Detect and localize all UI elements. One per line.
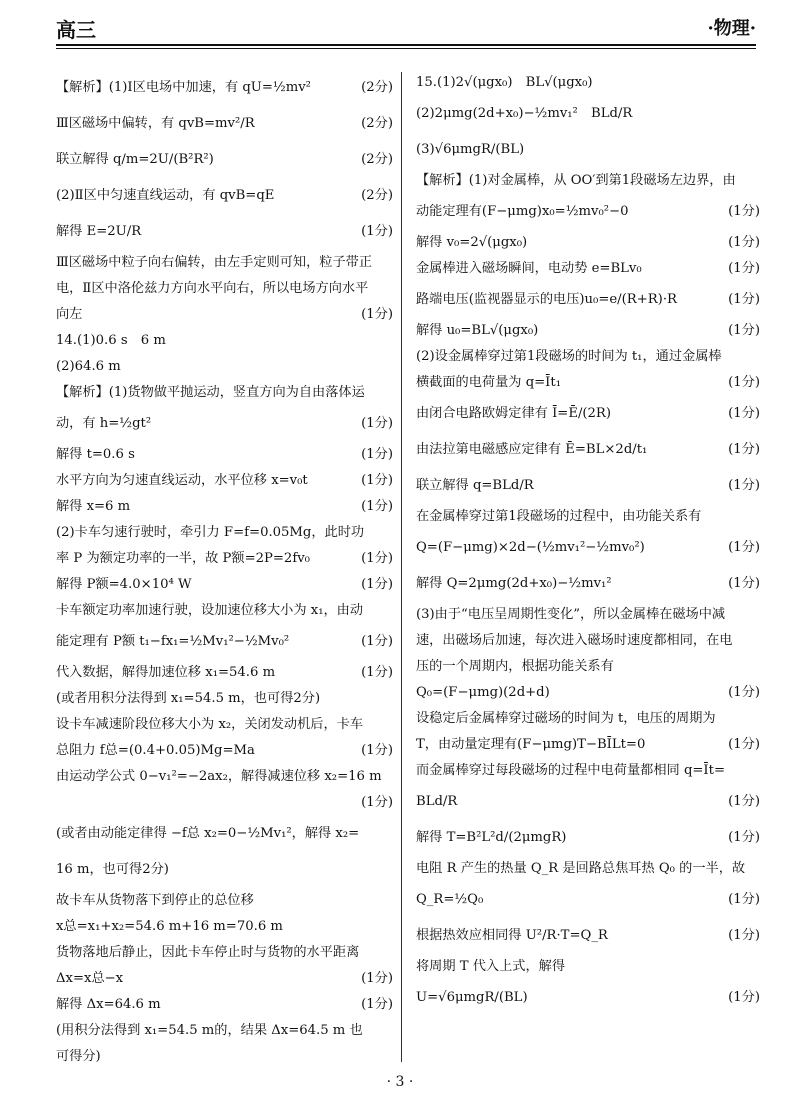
- solution-line: [416, 602, 760, 628]
- solution-text: 14.(1)0.6 s 6 m: [56, 333, 166, 348]
- solution-text: (2)64.6 m: [56, 359, 121, 374]
- score-label: (1分): [728, 892, 760, 907]
- solution-text: 卡车额定功率加速行驶，设加速位移大小为 x₁，由动: [56, 603, 364, 618]
- subject-label: ·物理·: [707, 18, 756, 39]
- solution-line: [416, 918, 760, 954]
- solution-line: [416, 882, 760, 918]
- page-header: [56, 12, 756, 42]
- score-label: (1分): [728, 323, 760, 338]
- solution-line: [56, 888, 393, 914]
- header-rule: [56, 44, 756, 46]
- solution-text: 横截面的电荷量为 q=Īt₁: [416, 375, 561, 390]
- solution-text: 故卡车从货物落下到停止的总位移: [56, 893, 254, 908]
- solution-line: [56, 178, 393, 214]
- solution-line: [56, 214, 393, 250]
- solution-text: 设稳定后金属棒穿过磁场的时间为 t，电压的周期为: [416, 711, 716, 726]
- solution-text: (用积分法得到 x₁=54.5 m的，结果 Δx=64.5 m 也: [56, 1023, 363, 1038]
- solution-text: 【解析】(1)对金属棒，从 OO′到第1段磁场左边界，由: [416, 173, 736, 188]
- score-label: (2分): [361, 152, 393, 167]
- score-label: (2分): [361, 80, 393, 95]
- solution-line: [56, 738, 393, 764]
- solution-text: (或者用积分法得到 x₁=54.5 m，也可得2分): [56, 691, 321, 706]
- solution-text: x总=x₁+x₂=54.6 m+16 m=70.6 m: [56, 919, 283, 934]
- solution-line: [416, 680, 760, 706]
- score-label: (1分): [728, 204, 760, 219]
- solution-line: [416, 194, 760, 230]
- solution-line: [56, 598, 393, 624]
- solution-line: [416, 504, 760, 530]
- solution-text: 解得 T=B²L²d/(2μmgR): [416, 830, 567, 845]
- solution-line: [416, 654, 760, 680]
- solution-text: 【解析】(1)货物做平抛运动，竖直方向为自由落体运: [56, 385, 365, 400]
- solution-line: [416, 954, 760, 980]
- solution-text: 解得 t=0.6 s: [56, 447, 135, 462]
- page-number: · 3 ·: [386, 1074, 414, 1090]
- score-label: (1分): [728, 442, 760, 457]
- solution-text: 总阻力 f总=(0.4+0.05)Mg=Ma: [56, 743, 255, 758]
- solution-text: 解得 Q=2μmg(2d+x₀)−½mv₁²: [416, 576, 612, 591]
- solution-text: 而金属棒穿过每段磁场的过程中电荷量都相同 q=Īt=: [416, 763, 725, 778]
- score-label: (1分): [728, 685, 760, 700]
- solution-text: 由运动学公式 0−v₁²=−2ax₂，解得减速位移 x₂=16 m: [56, 769, 382, 784]
- solution-text: 水平方向为匀速直线运动，水平位移 x=v₀t: [56, 473, 308, 488]
- solution-line: [416, 784, 760, 820]
- solution-line: [56, 276, 393, 302]
- solution-text: (2)Ⅱ区中匀速直线运动，有 qvB=qE: [56, 188, 275, 203]
- solution-line: [56, 142, 393, 178]
- score-label: (1分): [361, 551, 393, 566]
- solution-text: 路端电压(监视器显示的电压)u₀=e/(R+R)·R: [416, 292, 677, 307]
- solution-text: 解得 P额=4.0×10⁴ W: [56, 577, 192, 592]
- solution-line: [416, 566, 760, 602]
- solution-text: 联立解得 q/m=2U/(B²R²): [56, 152, 214, 167]
- solution-line: [56, 914, 393, 940]
- solution-line: [416, 820, 760, 856]
- solution-text: U=√6μmgR/(BL): [416, 990, 528, 1005]
- solution-line: [416, 168, 760, 194]
- solution-text: 解得 Δx=64.6 m: [56, 997, 161, 1012]
- solution-line: [56, 520, 393, 546]
- solution-text: Q=(F−μmg)×2d−(½mv₁²−½mv₀²): [416, 540, 645, 555]
- score-label: (1分): [361, 997, 393, 1012]
- solution-text: 动，有 h=½gt²: [56, 416, 152, 431]
- solution-line: [56, 816, 393, 852]
- solution-text: 代入数据，解得加速位移 x₁=54.6 m: [56, 665, 276, 680]
- score-label: (1分): [728, 261, 760, 276]
- solution-text: BLd/R: [416, 794, 458, 809]
- solution-line: [56, 70, 393, 106]
- solution-line: [416, 230, 760, 256]
- score-label: (1分): [361, 499, 393, 514]
- solution-line: [416, 96, 760, 132]
- score-label: (2分): [361, 116, 393, 131]
- solution-line: [416, 758, 760, 784]
- solution-text: Q_R=½Q₀: [416, 892, 484, 907]
- solution-text: Q₀=(F−μmg)(2d+d): [416, 685, 550, 700]
- solution-line: [416, 318, 760, 344]
- solution-text: 解得 E=2U/R: [56, 224, 142, 239]
- solution-line: [416, 132, 760, 168]
- column-divider: [401, 72, 402, 1062]
- score-label: (1分): [728, 576, 760, 591]
- solution-text: 设卡车减速阶段位移大小为 x₂，关闭发动机后，卡车: [56, 717, 364, 732]
- solution-line: [56, 302, 393, 328]
- score-label: (1分): [728, 478, 760, 493]
- solution-line: [56, 712, 393, 738]
- solution-line: [56, 624, 393, 660]
- solution-text: 联立解得 q=BLd/R: [416, 478, 534, 493]
- solution-line: [416, 370, 760, 396]
- solution-line: [56, 1018, 393, 1044]
- solution-text: 压的一个周期内，根据功能关系有: [416, 659, 614, 674]
- solution-line: [56, 494, 393, 520]
- solution-text: 电，Ⅱ区中洛伦兹力方向水平向右，所以电场方向水平: [56, 281, 369, 296]
- left-column: [56, 70, 393, 1070]
- score-label: (1分): [728, 292, 760, 307]
- solution-text: 由闭合电路欧姆定律有 Ī=Ē/(2R): [416, 406, 612, 421]
- score-label: (1分): [361, 447, 393, 462]
- solution-text: 货物落地后静止，因此卡车停止时与货物的水平距离: [56, 945, 360, 960]
- solution-text: 将周期 T 代入上式，解得: [416, 959, 566, 974]
- solution-text: 16 m，也可得2分): [56, 862, 169, 877]
- score-label: (1分): [361, 416, 393, 431]
- score-label: (1分): [361, 224, 393, 239]
- solution-line: [56, 852, 393, 888]
- score-label: (1分): [728, 375, 760, 390]
- solution-text: 根据热效应相同得 U²/R·T=Q_R: [416, 928, 608, 943]
- solution-line: [56, 940, 393, 966]
- solution-line: [56, 546, 393, 572]
- solution-text: 【解析】(1)Ⅰ区电场中加速，有 qU=½mv²: [56, 80, 311, 95]
- solution-line: [416, 282, 760, 318]
- score-label: (1分): [361, 307, 393, 322]
- solution-line: [416, 344, 760, 370]
- solution-text: 金属棒进入磁场瞬间，电动势 e=BLv₀: [416, 261, 642, 276]
- solution-text: (2)卡车匀速行驶时，牵引力 F=f=0.05Mg，此时功: [56, 525, 365, 540]
- grade-label: 高三: [56, 18, 96, 42]
- solution-line: [56, 354, 393, 380]
- solution-text: (或者由动能定律得 −f总 x₂=0−½Mv₁²，解得 x₂=: [56, 826, 360, 841]
- solution-line: [56, 966, 393, 992]
- score-label: (1分): [361, 795, 393, 810]
- solution-text: 解得 v₀=2√(μgx₀): [416, 235, 528, 250]
- solution-text: 电阻 R 产生的热量 Q_R 是回路总焦耳热 Q₀ 的一半，故: [416, 861, 746, 876]
- solution-line: [416, 980, 760, 1016]
- solution-line: [56, 406, 393, 442]
- score-label: (1分): [728, 406, 760, 421]
- solution-line: [416, 628, 760, 654]
- right-column: [416, 70, 760, 1016]
- solution-line: [56, 992, 393, 1018]
- score-label: (2分): [361, 188, 393, 203]
- solution-line: [56, 686, 393, 712]
- solution-text: 可得分): [56, 1049, 101, 1064]
- score-label: (1分): [728, 928, 760, 943]
- solution-line: [416, 856, 760, 882]
- score-label: (1分): [728, 990, 760, 1005]
- score-label: (1分): [728, 794, 760, 809]
- solution-text: Ⅲ区磁场中粒子向右偏转，由左手定则可知，粒子带正: [56, 255, 373, 270]
- solution-text: T，由动量定理有(F−μmg)T−BĪLt=0: [416, 737, 646, 752]
- score-label: (1分): [361, 971, 393, 986]
- score-label: (1分): [361, 665, 393, 680]
- solution-line: [56, 106, 393, 142]
- solution-line: [416, 706, 760, 732]
- solution-line: [56, 572, 393, 598]
- solution-line: [56, 764, 393, 790]
- solution-line: [56, 442, 393, 468]
- solution-text: 解得 u₀=BL√(μgx₀): [416, 323, 539, 338]
- solution-text: 动能定理有(F−μmg)x₀=½mv₀²−0: [416, 204, 629, 219]
- solution-text: 速，出磁场后加速，每次进入磁场时速度都相同，在电: [416, 633, 733, 648]
- score-label: (1分): [361, 743, 393, 758]
- solution-text: 15.(1)2√(μgx₀) BL√(μgx₀): [416, 75, 593, 90]
- score-label: (1分): [361, 634, 393, 649]
- solution-text: Ⅲ区磁场中偏转，有 qvB=mv²/R: [56, 116, 255, 131]
- solution-text: 能定理有 P额 t₁−fx₁=½Mv₁²−½Mv₀²: [56, 634, 290, 649]
- header-rule-thin: [56, 48, 756, 49]
- solution-line: [56, 1044, 393, 1070]
- solution-line: [416, 468, 760, 504]
- score-label: (1分): [728, 830, 760, 845]
- solution-text: 在金属棒穿过第1段磁场的过程中，由功能关系有: [416, 509, 702, 524]
- solution-line: [56, 328, 393, 354]
- solution-text: 率 P 为额定功率的一半，故 P额=2P=2fv₀: [56, 551, 310, 566]
- solution-text: (3)由于“电压呈周期性变化”，所以金属棒在磁场中减: [416, 607, 726, 622]
- solution-line: [56, 380, 393, 406]
- solution-line: [416, 256, 760, 282]
- score-label: (1分): [728, 540, 760, 555]
- solution-text: (2)设金属棒穿过第1段磁场的时间为 t₁，通过金属棒: [416, 349, 722, 364]
- solution-line: [56, 660, 393, 686]
- solution-text: 解得 x=6 m: [56, 499, 131, 514]
- solution-line: [416, 432, 760, 468]
- solution-line: [56, 790, 393, 816]
- score-label: (1分): [361, 577, 393, 592]
- solution-line: [416, 396, 760, 432]
- score-label: (1分): [728, 235, 760, 250]
- solution-text: Δx=x总−x: [56, 971, 124, 986]
- solution-line: [416, 732, 760, 758]
- solution-text: 向左: [56, 307, 83, 322]
- score-label: (1分): [728, 737, 760, 752]
- solution-text: 由法拉第电磁感应定律有 Ē=BL×2d/t₁: [416, 442, 648, 457]
- solution-line: [56, 468, 393, 494]
- solution-line: [416, 70, 760, 96]
- solution-line: [416, 530, 760, 566]
- solution-text: (2)2μmg(2d+x₀)−½mv₁² BLd/R: [416, 106, 633, 121]
- solution-line: [56, 250, 393, 276]
- solution-text: (3)√6μmgR/(BL): [416, 142, 525, 157]
- score-label: (1分): [361, 473, 393, 488]
